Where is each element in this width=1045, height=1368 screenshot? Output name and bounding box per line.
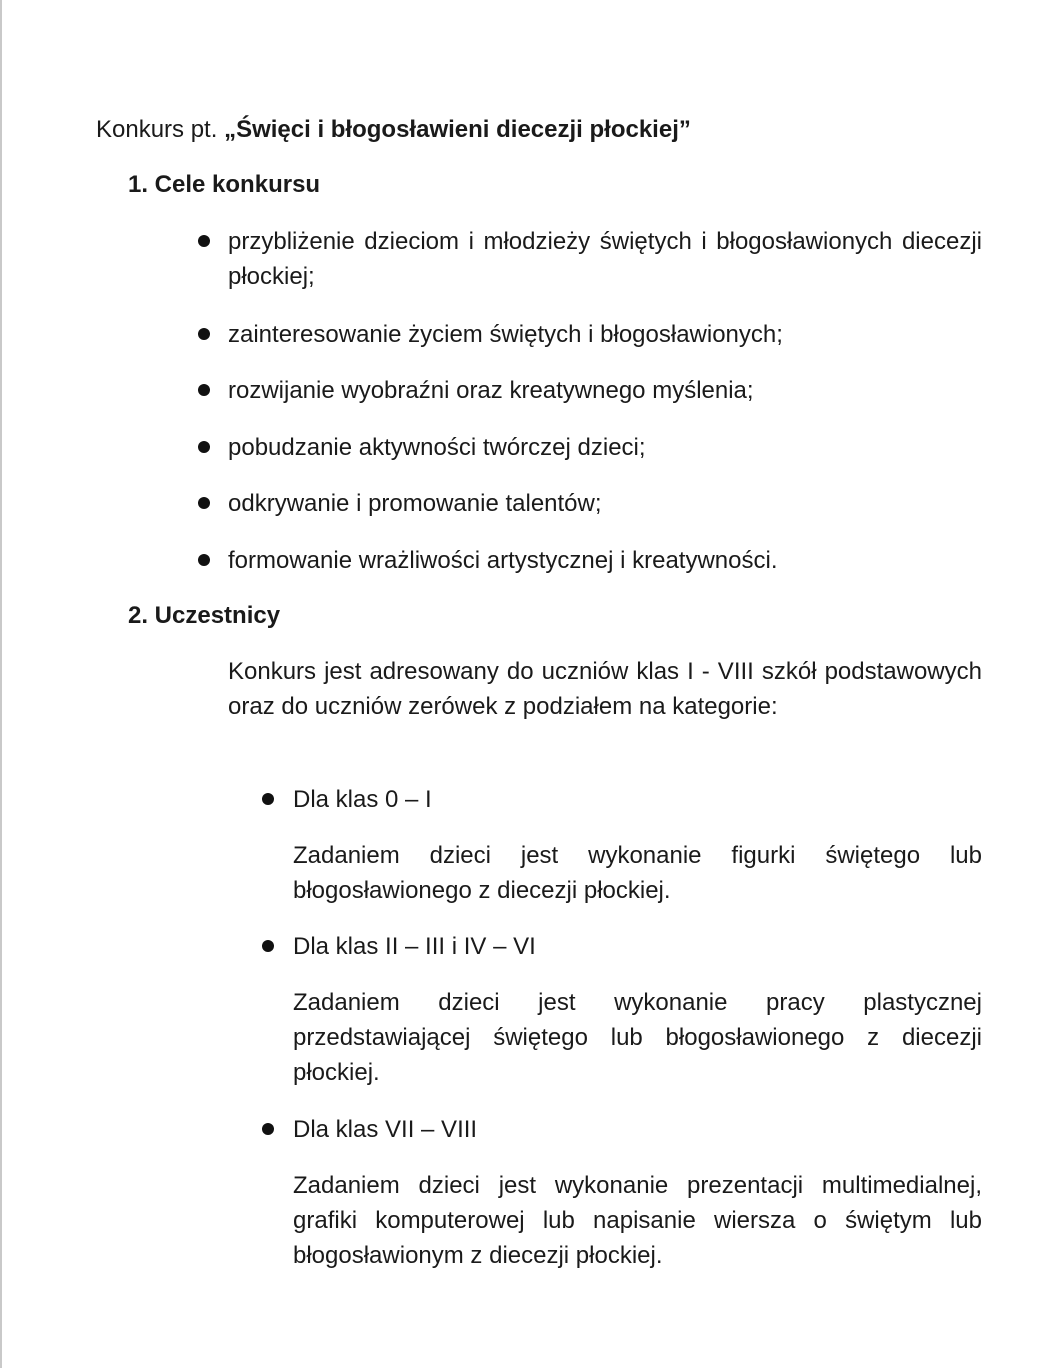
bullet-icon <box>262 940 274 952</box>
bullet-icon <box>198 328 210 340</box>
list-item-text: odkrywanie i promowanie talentów; <box>228 490 602 517</box>
title-contest-name: „Święci i błogosławieni diecezji płockiej” <box>224 116 691 143</box>
section-heading-participants: 2. Uczestnicy <box>128 602 281 629</box>
category-item <box>293 1112 982 1147</box>
bullet-icon <box>198 384 210 396</box>
list-item-text: rozwijanie wyobraźni oraz kreatywnego myślenia; <box>228 377 754 404</box>
category-label: Dla klas VII – VIII <box>293 1116 478 1143</box>
list-item-text: zainteresowanie życiem świętych i błogosławionych; <box>228 321 783 348</box>
bullet-icon <box>262 1123 274 1135</box>
list-item <box>228 543 982 578</box>
list-item-text: pobudzanie aktywności twórczej dzieci; <box>228 434 646 461</box>
list-item <box>228 430 982 465</box>
category-label: Dla klas 0 – I <box>293 786 432 813</box>
category-task: Zadaniem dzieci jest wykonanie pracy plastycznej przedstawiającej świętego lub błogosławionego z diecezji płockiej. <box>293 989 982 1086</box>
bullet-icon <box>198 554 210 566</box>
title-prefix: Konkurs pt. <box>96 116 225 143</box>
category-item <box>293 782 982 817</box>
category-task: Zadaniem dzieci jest wykonanie figurki świętego lub błogosławionego z diecezji płockiej. <box>293 842 982 904</box>
category-item <box>293 929 982 964</box>
bullet-icon <box>198 497 210 509</box>
list-item-text: przybliżenie dzieciom i młodzieży świętych i błogosławionych diecezji płockiej; <box>228 228 982 290</box>
category-task: Zadaniem dzieci jest wykonanie prezentacji multimedialnej, grafiki komputerowej lub napisanie wiersza o świętym lub błogosławionym z diecezji płockiej. <box>293 1172 982 1269</box>
participants-intro: Konkurs jest adresowany do uczniów klas I - VIII szkół podstawowych oraz do uczniów zerówek z podziałem na kategorie: <box>228 658 982 720</box>
list-item-text: formowanie wrażliwości artystycznej i kreatywności. <box>228 547 778 574</box>
bullet-icon <box>198 235 210 247</box>
list-item <box>228 317 982 352</box>
list-item <box>228 224 982 294</box>
bullet-icon <box>198 441 210 453</box>
document-title <box>96 112 691 148</box>
list-item <box>228 486 982 521</box>
section-heading-goals: 1. Cele konkursu <box>128 171 321 198</box>
category-label: Dla klas II – III i IV – VI <box>293 933 536 960</box>
list-item <box>228 373 982 408</box>
bullet-icon <box>262 793 274 805</box>
